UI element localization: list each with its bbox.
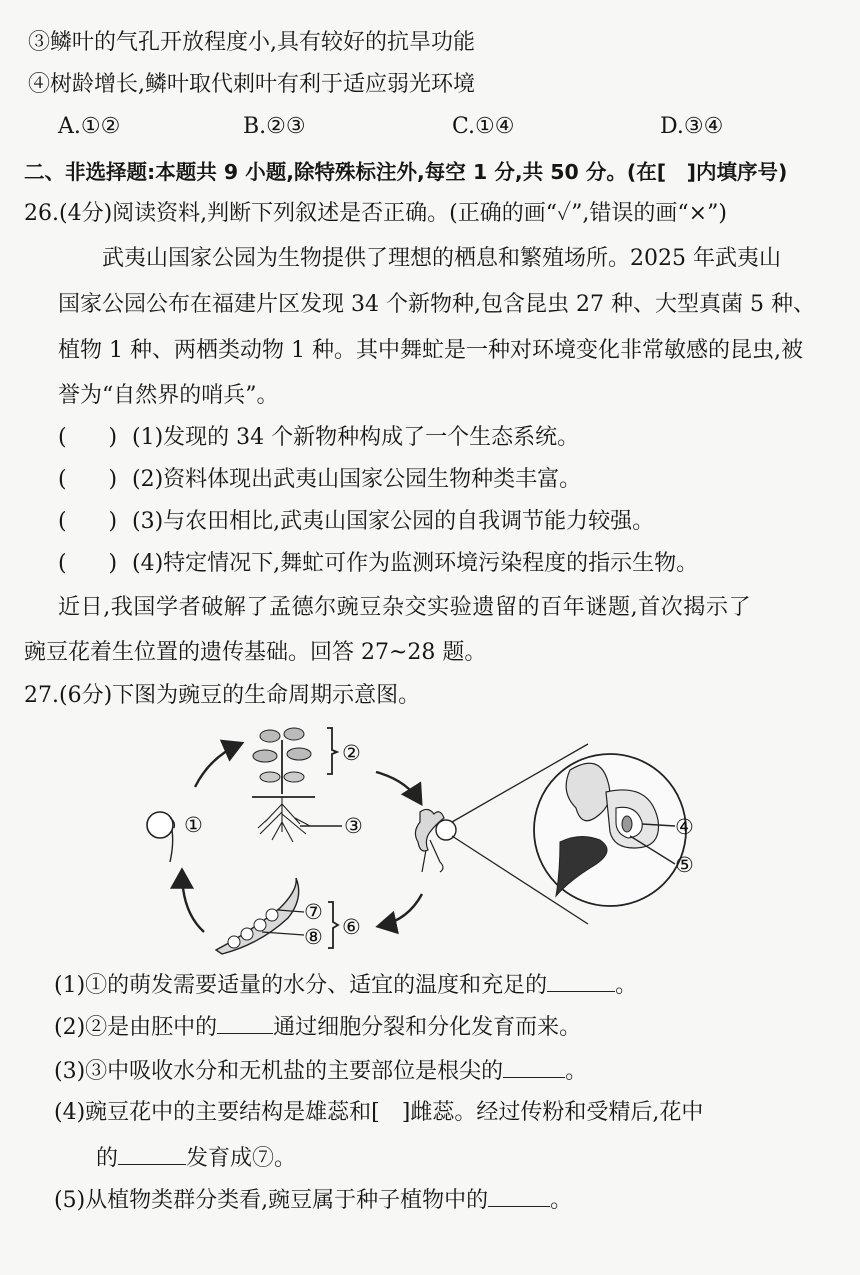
flowering-plant-icon — [415, 809, 456, 872]
answer-paren[interactable]: ( ) — [58, 425, 118, 450]
q27-sub-3-end: 。 — [565, 1059, 588, 1084]
label-4: ④ — [675, 815, 694, 839]
q26-passage-line-2: 国家公园公布在福建片区发现 34 个新物种,包含昆虫 27 种、大型真菌 5 种、 — [58, 292, 815, 317]
label-5: ⑤ — [675, 853, 694, 877]
q26-item-4 — [58, 549, 698, 579]
q27-stem: 27.(6分)下图为豌豆的生命周期示意图。 — [24, 683, 421, 708]
q26-item-1 — [58, 423, 579, 453]
section-header: 二、非选择题:本题共 9 小题,除特殊标注外,每空 1 分,共 50 分。(在[ ]内填序号) — [24, 160, 788, 184]
q27-sub-4b — [96, 1142, 296, 1174]
label-7: ⑦ — [304, 900, 323, 924]
q27-sub-4a: (4)豌豆花中的主要结构是雄蕊和[ ]雌蕊。经过传粉和受精后,花中 — [54, 1100, 704, 1125]
label-8: ⑧ — [304, 925, 323, 949]
label-2: ② — [342, 741, 361, 765]
q27-sub-3 — [54, 1055, 587, 1087]
answer-paren[interactable]: ( ) — [58, 551, 118, 576]
flower-cross-section — [534, 754, 686, 906]
q26-item-3-text: (3)与农田相比,武夷山国家公园的自我调节能力较强。 — [132, 509, 655, 534]
q26-item-2 — [58, 465, 581, 495]
q27-sub-1-end: 。 — [615, 973, 638, 998]
fill-blank[interactable] — [503, 1055, 565, 1078]
answer-paren[interactable]: ( ) — [58, 509, 118, 534]
pea-pod-icon — [216, 878, 299, 954]
seedling-icon — [252, 728, 315, 842]
choice-c: C.①④ — [452, 114, 515, 139]
q26-item-4-text: (4)特定情况下,舞虻可作为监测环境污染程度的指示生物。 — [132, 551, 699, 576]
option-item-3: ③鳞叶的气孔开放程度小,具有较好的抗旱功能 — [28, 30, 475, 55]
q27-sub-2-text: (2)②是由胚中的 — [54, 1015, 218, 1040]
q27-sub-3-text: (3)③中吸收水分和无机盐的主要部位是根尖的 — [54, 1059, 504, 1084]
pea-life-cycle-diagram — [130, 722, 730, 962]
choice-a: A.①② — [58, 114, 121, 139]
fill-blank[interactable] — [118, 1142, 186, 1165]
q26-item-3 — [58, 507, 654, 537]
q27-sub-5-end: 。 — [550, 1188, 573, 1213]
fill-blank[interactable] — [547, 969, 615, 992]
q27-sub-1-text: (1)①的萌发需要适量的水分、适宜的温度和充足的 — [54, 973, 548, 998]
intro-line-2: 豌豆花着生位置的遗传基础。回答 27~28 题。 — [24, 640, 487, 665]
label-6: ⑥ — [342, 915, 361, 939]
q26-passage-line-3: 植物 1 种、两栖类动物 1 种。其中舞虻是一种对环境变化非常敏感的昆虫,被 — [58, 338, 803, 363]
answer-paren[interactable]: ( ) — [58, 467, 118, 492]
seed-icon — [147, 812, 175, 862]
q27-sub-5-text: (5)从植物类群分类看,豌豆属于种子植物中的 — [54, 1188, 489, 1213]
fill-blank[interactable] — [488, 1184, 550, 1207]
q27-sub-1 — [54, 969, 637, 1001]
label-1: ① — [184, 813, 203, 837]
option-item-4: ④树龄增长,鳞叶取代刺叶有利于适应弱光环境 — [28, 72, 475, 97]
choice-d: D.③④ — [660, 114, 724, 139]
q26-passage-line-1: 武夷山国家公园为生物提供了理想的栖息和繁殖场所。2025 年武夷山 — [102, 246, 781, 271]
intro-line-1: 近日,我国学者破解了孟德尔豌豆杂交实验遗留的百年谜题,首次揭示了 — [58, 595, 752, 620]
q27-sub-4b-text: 的 — [96, 1146, 119, 1171]
q26-item-2-text: (2)资料体现出武夷山国家公园生物种类丰富。 — [132, 467, 582, 492]
q26-passage-line-4: 誉为“自然界的哨兵”。 — [58, 383, 279, 408]
choice-b: B.②③ — [243, 114, 306, 139]
label-3: ③ — [344, 814, 363, 838]
q26-item-1-text: (1)发现的 34 个新物种构成了一个生态系统。 — [132, 425, 580, 450]
q27-sub-2 — [54, 1011, 581, 1043]
fill-blank[interactable] — [217, 1011, 273, 1034]
q27-sub-5 — [54, 1184, 572, 1216]
q26-stem: 26.(4分)阅读资料,判断下列叙述是否正确。(正确的画“✓”,错误的画“×”) — [24, 201, 727, 226]
q27-sub-4b-end: 发育成⑦。 — [186, 1146, 297, 1171]
q27-sub-2-end: 通过细胞分裂和分化发育而来。 — [273, 1015, 582, 1040]
